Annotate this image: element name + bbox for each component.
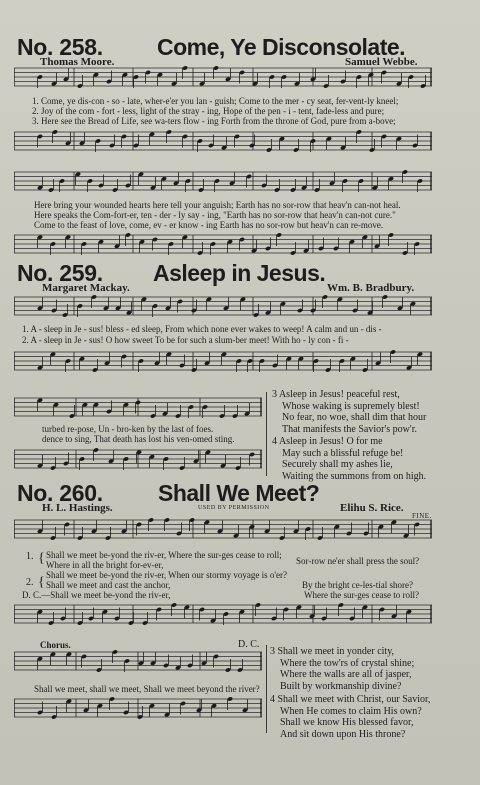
hymn-260-lyric-6: By the bright ce-les-tial shore?: [302, 580, 413, 590]
hymn-259-words-credit: Margaret Mackay.: [42, 282, 130, 294]
hymn-259-lyric-2: 2. A - sleep in Je - sus! O how sweet To be for such a slum-ber meet! With ho - ly con - fi -: [22, 335, 349, 345]
verse-line: 4 Asleep in Jesus! O for me: [272, 436, 383, 447]
hymn-260-number: No. 260.: [17, 480, 103, 506]
hymn-260-lyric-5: Shall we meet and cast the anchor,: [46, 580, 171, 590]
brace: {: [38, 551, 45, 566]
hymn-258-lyric-4: Here bring your wounded hearts here tell your anguish; Earth has no sor-row that heav'n can-not heal.: [34, 200, 401, 210]
hymn-259-number: No. 259.: [17, 260, 103, 286]
hymn-258-staff-1-treble: [14, 66, 432, 90]
verse-line: Where the walls are all of jasper,: [280, 669, 412, 680]
hymn-258-staff-2-treble: [14, 170, 432, 194]
hymn-260-dc-line-end: Where the sur-ges cease to roll?: [304, 590, 420, 600]
hymn-258-lyric-2: 2. Joy of the com - fort - less, light of the stray - ing, Hope of the pen - i - tent, fade-less and pure;: [32, 106, 385, 116]
hymn-260-words-credit: H. L. Hastings.: [42, 502, 113, 514]
hymn-258-lyric-1: 1. Come, ye dis-con - so - late, wher-e'er you lan - guish; Come to the mer - cy seat, fer-vent-ly kneel;: [32, 96, 399, 106]
hymn-260-dc-mark: D. C.: [238, 639, 260, 650]
hymn-259-title: Asleep in Jesus.: [153, 260, 326, 286]
verse-line: Securely shall my ashes lie,: [282, 459, 393, 470]
hymn-260-verse-number-2: 2.: [26, 577, 34, 588]
hymn-260-music-credit: Elihu S. Rice.: [340, 502, 404, 514]
hymn-258-staff-1-bass: [14, 130, 432, 154]
hymn-260-staff-1-treble: [14, 518, 432, 542]
verse-line: And sit down upon His throne?: [280, 728, 406, 740]
hymn-260-verse-3: [270, 646, 414, 692]
hymn-259-verse-4: [272, 436, 426, 482]
hymn-260-staff-1-bass: [14, 603, 432, 627]
hymn-260-lyric-4: Shall we meet be-yond the riv-er, When our stormy voyage is o'er?: [46, 570, 288, 580]
verse-divider: [266, 645, 267, 733]
hymn-258-words-credit: Thomas Moore.: [40, 56, 115, 68]
verse-line: 3 Asleep in Jesus! peaceful rest,: [272, 389, 400, 400]
hymn-258-title: Come, Ye Disconsolate.: [157, 34, 406, 60]
hymn-260-chorus-label: Chorus.: [40, 640, 71, 650]
hymn-259-lyric-3: turbed re-pose, Un - bro-ken by the last of foes.: [42, 424, 214, 434]
hymn-258-number: No. 258.: [17, 34, 103, 60]
verse-line: That manifests the Savior's pow'r.: [282, 423, 417, 435]
verse-line: 4 Shall we meet with Christ, our Savior,: [270, 694, 431, 705]
hymn-260-staff-2-treble: [14, 650, 262, 674]
hymn-260-verse-number-1: 1.: [26, 551, 34, 562]
verse-line: Waiting the summons from on high.: [282, 470, 427, 482]
hymn-260-staff-2-bass: [14, 697, 262, 721]
hymn-258-lyric-6: Come to the feast of love, come, ev - er know - ing Earth has no sor-row but heav'n can re-move.: [34, 220, 384, 230]
hymn-260-dc-line: D. C.—Shall we meet be-yond the riv-er,: [22, 590, 171, 600]
hymn-259-verse-3: [272, 389, 426, 435]
hymn-259-staff-1-treble: [14, 295, 432, 319]
verse-line: No fear, no woe, shall dim that hour: [282, 412, 427, 423]
hymn-258-music-credit: Samuel Webbe.: [345, 56, 418, 68]
verse-line: When He comes to claim His own?: [280, 705, 422, 717]
hymn-260-chorus-lyric: Shall we meet, shall we meet, Shall we meet beyond the river?: [34, 684, 260, 694]
hymn-260-verse-4: [270, 694, 430, 740]
hymn-258-lyric-5: Here speaks the Com-fort-er, ten - der - ly say - ing, "Earth has no sor-row that heav'n can-not cure.": [34, 210, 396, 220]
hymn-260-lyric-2: Where in all the bright for-ev-er,: [46, 560, 164, 570]
hymn-259-lyric-4: dence to sing, That death has lost his ven-omed sting.: [42, 434, 235, 444]
verse-line: May such a blissful refuge be!: [282, 447, 404, 459]
hymn-259-staff-2-bass: [14, 448, 262, 472]
hymn-260-permission-note: USED BY PERMISSION: [198, 505, 270, 511]
hymn-260-lyric-1: Shall we meet be-yond the riv-er, Where the sur-ges cease to roll;: [46, 550, 282, 560]
hymn-258-staff-2-bass: [14, 233, 432, 257]
verse-line: Built by workmanship divine?: [280, 680, 402, 692]
hymn-258-lyric-3: 3. Here see the Bread of Life, see wa-ters flow - ing Forth from the throne of God, pure from a-bove;: [32, 116, 396, 126]
verse-line: 3 Shall we meet in yonder city,: [270, 646, 395, 657]
verse-line: Where the tow'rs of crystal shine;: [280, 657, 415, 669]
verse-line: Whose waking is supremely blest!: [282, 400, 420, 412]
brace: {: [38, 575, 45, 590]
verse-divider: [266, 392, 267, 476]
hymn-260-fine-mark: FINE.: [412, 512, 432, 520]
hymn-260-title: Shall We Meet?: [158, 480, 320, 506]
hymn-259-music-credit: Wm. B. Bradbury.: [327, 282, 415, 294]
verse-line: Shall we know His blessed favor,: [280, 717, 414, 728]
hymn-260-lyric-3: Sor-row ne'er shall press the soul?: [296, 556, 420, 566]
hymn-259-lyric-1: 1. A - sleep in Je - sus! bless - ed sleep, From which none ever wakes to weep! A calm and un - dis -: [22, 324, 382, 334]
hymn-259-staff-2-treble: [14, 396, 262, 420]
hymn-259-staff-1-bass: [14, 350, 432, 374]
